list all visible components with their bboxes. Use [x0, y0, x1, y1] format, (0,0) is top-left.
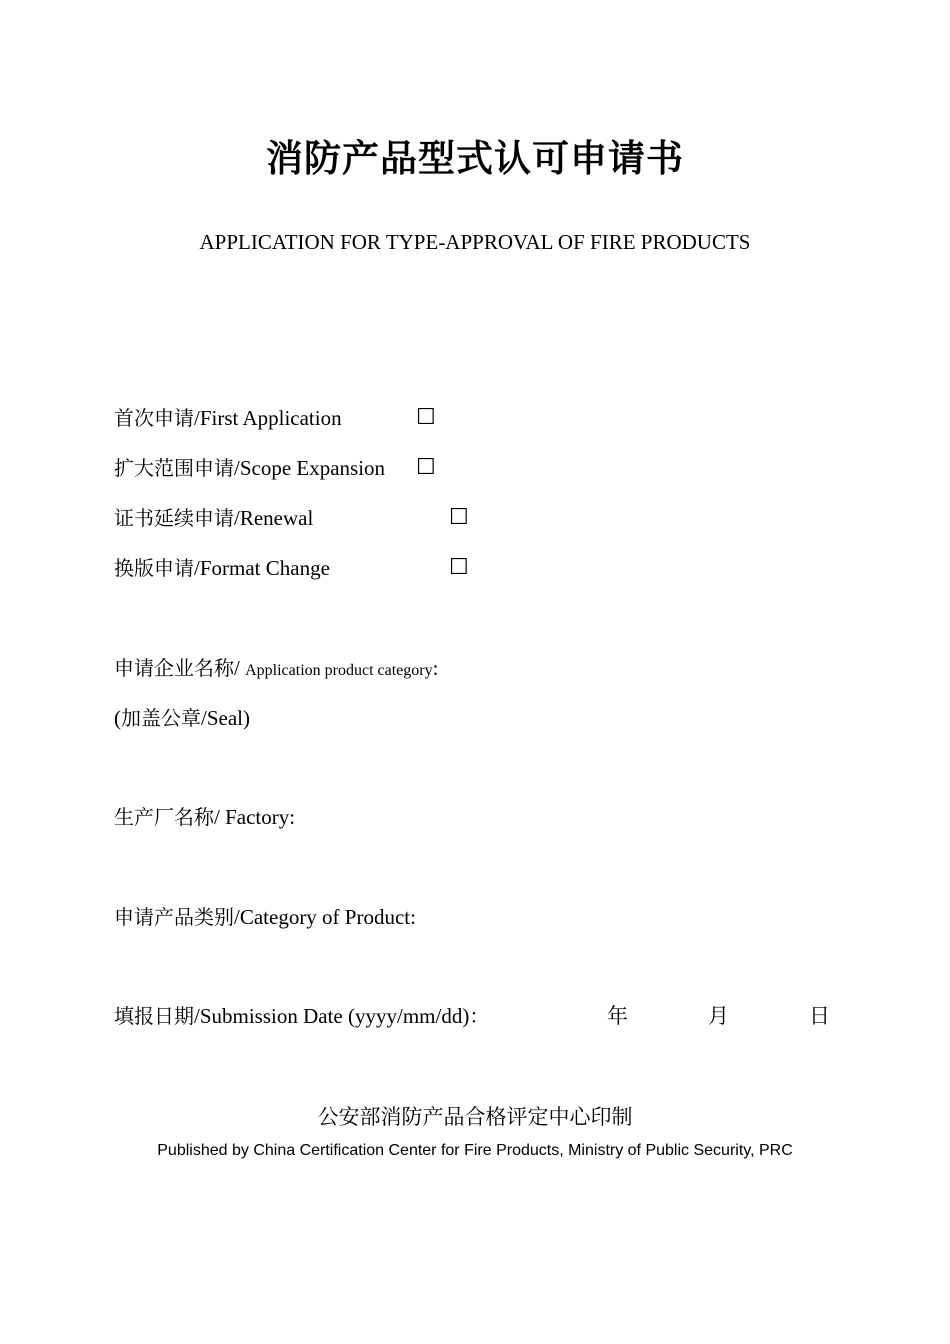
factory-label-cn: 生产厂名称 — [114, 805, 214, 829]
seal-label-en: /Seal) — [201, 706, 250, 730]
application-type-first — [114, 404, 342, 432]
application-type-format — [114, 554, 330, 582]
product-category-field — [114, 903, 416, 931]
seal-label-cn: 加盖公章 — [121, 706, 201, 730]
company-label-sep: / — [234, 656, 246, 680]
seal-open-paren: ( — [114, 706, 121, 730]
date-label-en: /Submission Date (yyyy/mm/dd) — [194, 1004, 470, 1028]
date-day-unit: 日 — [809, 1004, 830, 1028]
document-title-en: APPLICATION FOR TYPE-APPROVAL OF FIRE PRODUCTS — [199, 230, 751, 254]
renewal-checkbox[interactable]: ☐ — [449, 505, 469, 530]
application-type-en: /Renewal — [234, 506, 314, 530]
application-type-scope — [114, 454, 385, 482]
factory-label-en: / Factory: — [214, 805, 296, 829]
factory-name-field — [114, 803, 295, 831]
category-label-en: /Category of Product: — [234, 905, 416, 929]
application-type-cn: 首次申请 — [114, 406, 194, 430]
company-label-cn: 申请企业名称 — [114, 656, 234, 680]
seal-note — [114, 704, 250, 732]
format-change-checkbox[interactable]: ☐ — [449, 555, 469, 580]
scope-expansion-checkbox[interactable]: ☐ — [416, 455, 436, 480]
application-type-cn: 证书延续申请 — [114, 506, 234, 530]
company-name-field — [114, 654, 438, 685]
application-type-renewal — [114, 504, 313, 532]
category-label-cn: 申请产品类别 — [114, 905, 234, 929]
submission-date-field — [114, 1002, 489, 1030]
application-type-en: /Format Change — [194, 556, 330, 580]
company-label-en: Application product category — [245, 662, 433, 679]
company-label-colon: : — [432, 656, 439, 680]
first-application-checkbox[interactable]: ☐ — [416, 405, 436, 430]
publisher-cn: 公安部消防产品合格评定中心印制 — [317, 1105, 633, 1129]
application-type-en: /Scope Expansion — [234, 456, 386, 480]
application-type-cn: 换版申请 — [114, 556, 194, 580]
date-label-colon: ： — [469, 1004, 490, 1028]
application-type-en: /First Application — [194, 406, 342, 430]
date-month-unit: 月 — [708, 1004, 729, 1028]
date-year-unit: 年 — [607, 1004, 628, 1028]
document-title-cn: 消防产品型式认可申请书 — [266, 137, 684, 180]
date-label-cn: 填报日期 — [114, 1004, 194, 1028]
publisher-en: Published by China Certification Center for Fire Products, Ministry of Public Security, PRC — [157, 1142, 793, 1159]
application-type-cn: 扩大范围申请 — [114, 456, 234, 480]
